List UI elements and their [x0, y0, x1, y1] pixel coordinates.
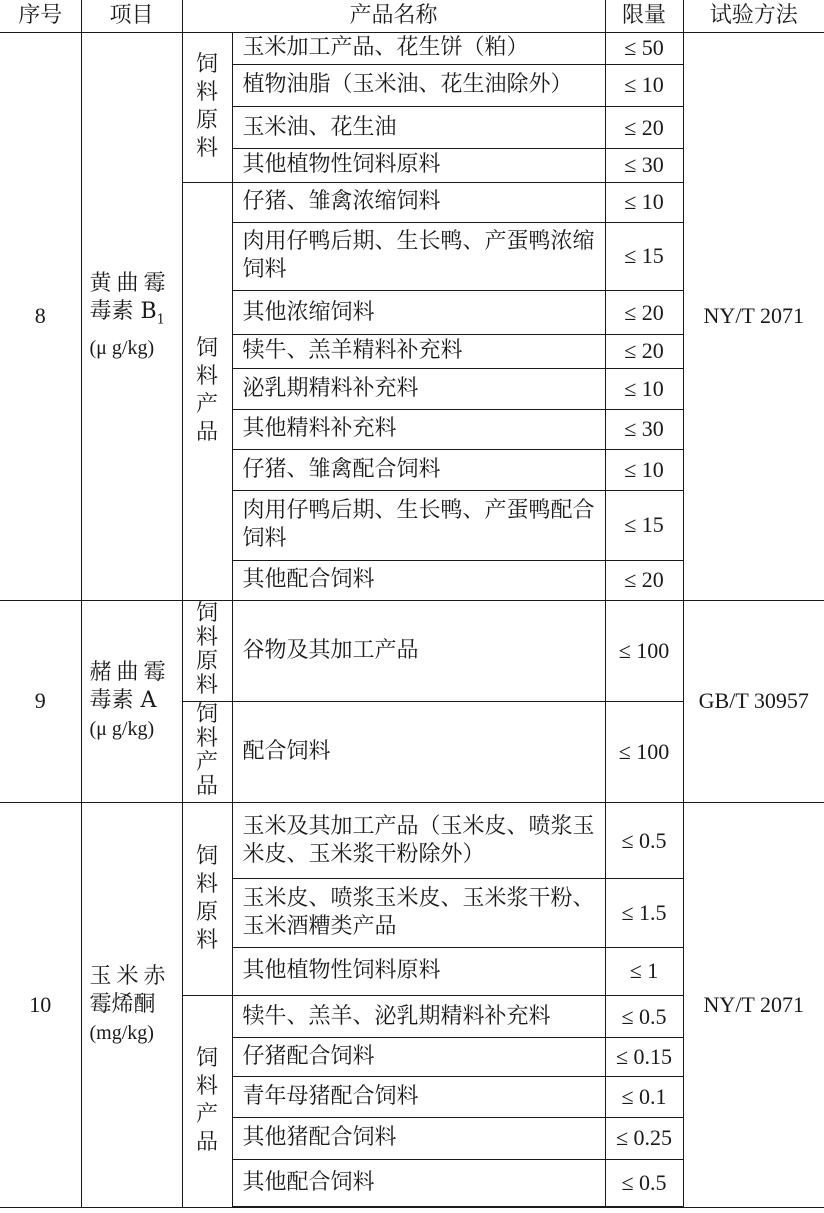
limit-value: ≤ 30: [605, 409, 683, 449]
limit-value: ≤ 0.5: [605, 803, 683, 879]
item-line2: 霉烯酮: [89, 991, 156, 1017]
limit-value: ≤ 10: [605, 368, 683, 409]
category-cell: [182, 996, 232, 1207]
limit-value: ≤ 30: [605, 149, 683, 182]
limit-value: ≤ 100: [605, 600, 683, 702]
table-row: [0, 32, 824, 64]
item-line2-text: 毒素 B: [89, 299, 157, 325]
product-name: 谷物及其加工产品: [232, 600, 605, 702]
category-cell: [182, 182, 232, 600]
limit-value: ≤ 50: [605, 32, 683, 64]
limit-value: ≤ 0.15: [605, 1038, 683, 1076]
category-label: 饲料产品: [195, 336, 218, 446]
category-cell: [182, 803, 232, 996]
product-name: 其他植物性饲料原料: [232, 149, 605, 182]
limit-value: ≤ 15: [605, 222, 683, 290]
header-limit: 限量: [605, 0, 683, 32]
item-unit: (μ g/kg): [89, 718, 155, 741]
item-cell: [81, 32, 182, 600]
limit-value: ≤ 10: [605, 450, 683, 491]
item-line1: 玉米赤: [89, 963, 171, 989]
product-name: 仔猪配合饲料: [232, 1038, 605, 1076]
item-line2: 毒素 A: [89, 688, 157, 714]
limit-value: ≤ 1.5: [605, 879, 683, 947]
limit-value: ≤ 0.25: [605, 1117, 683, 1159]
limit-value: ≤ 100: [605, 702, 683, 803]
category-label: 饲料原料: [195, 52, 218, 162]
table-row: [0, 803, 824, 879]
category-label: 饲料产品: [195, 1046, 218, 1156]
product-name: 植物油脂（玉米油、花生油除外）: [232, 64, 605, 106]
limit-value: ≤ 1: [605, 947, 683, 995]
limit-value: ≤ 20: [605, 560, 683, 600]
product-name: 肉用仔鸭后期、生长鸭、产蛋鸭浓缩饲料: [232, 222, 605, 290]
category-cell: [182, 702, 232, 803]
header-row: [0, 0, 824, 32]
item-line1: 赭曲霉: [89, 660, 171, 686]
product-name: 青年母猪配合饲料: [232, 1076, 605, 1117]
item-line2: [90, 298, 182, 334]
product-name: 犊牛、羔羊、泌乳期精料补充料: [232, 996, 605, 1038]
seq-cell: 10: [0, 803, 81, 1208]
limit-value: ≤ 10: [605, 182, 683, 222]
item-line2-subscript: 1: [156, 312, 165, 328]
limit-value: ≤ 15: [605, 491, 683, 560]
item-cell: [81, 803, 182, 1208]
category-label: 饲料产品: [195, 702, 218, 800]
category-cell: [182, 600, 232, 702]
product-name: 仔猪、雏禽配合饲料: [232, 450, 605, 491]
product-name: 泌乳期精料补充料: [232, 368, 605, 409]
seq-cell: 8: [0, 32, 81, 600]
product-name: 玉米加工产品、花生饼（粕）: [232, 32, 605, 64]
product-name: 玉米及其加工产品（玉米皮、喷浆玉米皮、玉米浆干粉除外）: [232, 803, 605, 879]
limit-value: ≤ 20: [605, 107, 683, 149]
category-label: 饲料原料: [195, 844, 218, 954]
seq-cell: 9: [0, 600, 81, 802]
limit-value: ≤ 10: [605, 64, 683, 106]
item-cell: [81, 600, 182, 802]
method-cell: NY/T 2071: [683, 32, 824, 600]
category-cell: [182, 32, 232, 182]
product-name: 玉米油、花生油: [232, 107, 605, 149]
item-line1: 黄曲霉: [89, 271, 171, 297]
method-cell: GB/T 30957: [683, 600, 824, 802]
category-label: 饲料原料: [195, 601, 218, 699]
limit-value: ≤ 20: [605, 335, 683, 368]
product-name: 其他猪配合饲料: [232, 1117, 605, 1159]
product-name: 玉米皮、喷浆玉米皮、玉米浆干粉、玉米酒糟类产品: [232, 879, 605, 947]
product-name: 肉用仔鸭后期、生长鸭、产蛋鸭配合饲料: [232, 491, 605, 560]
product-name: 仔猪、雏禽浓缩饲料: [232, 182, 605, 222]
header-method: 试验方法: [683, 0, 824, 32]
product-name: 犊牛、羔羊精料补充料: [232, 335, 605, 368]
item-unit: (μ g/kg): [89, 337, 155, 360]
limit-value: ≤ 0.5: [605, 996, 683, 1038]
product-name: 其他植物性饲料原料: [232, 947, 605, 995]
header-seq: 序号: [0, 0, 81, 32]
header-item: 项目: [81, 0, 182, 32]
header-product: 产品名称: [182, 0, 605, 32]
method-cell: NY/T 2071: [683, 803, 824, 1208]
product-name: 其他配合饲料: [232, 1160, 605, 1207]
product-name: 其他浓缩饲料: [232, 291, 605, 335]
limit-value: ≤ 20: [605, 291, 683, 335]
limit-value: ≤ 0.5: [605, 1160, 683, 1207]
product-name: 配合饲料: [232, 702, 605, 803]
product-name: 其他配合饲料: [232, 560, 605, 600]
limit-value: ≤ 0.1: [605, 1076, 683, 1117]
table-row: [0, 600, 824, 702]
item-unit: (mg/kg): [89, 1021, 154, 1044]
product-name: 其他精料补充料: [232, 409, 605, 449]
